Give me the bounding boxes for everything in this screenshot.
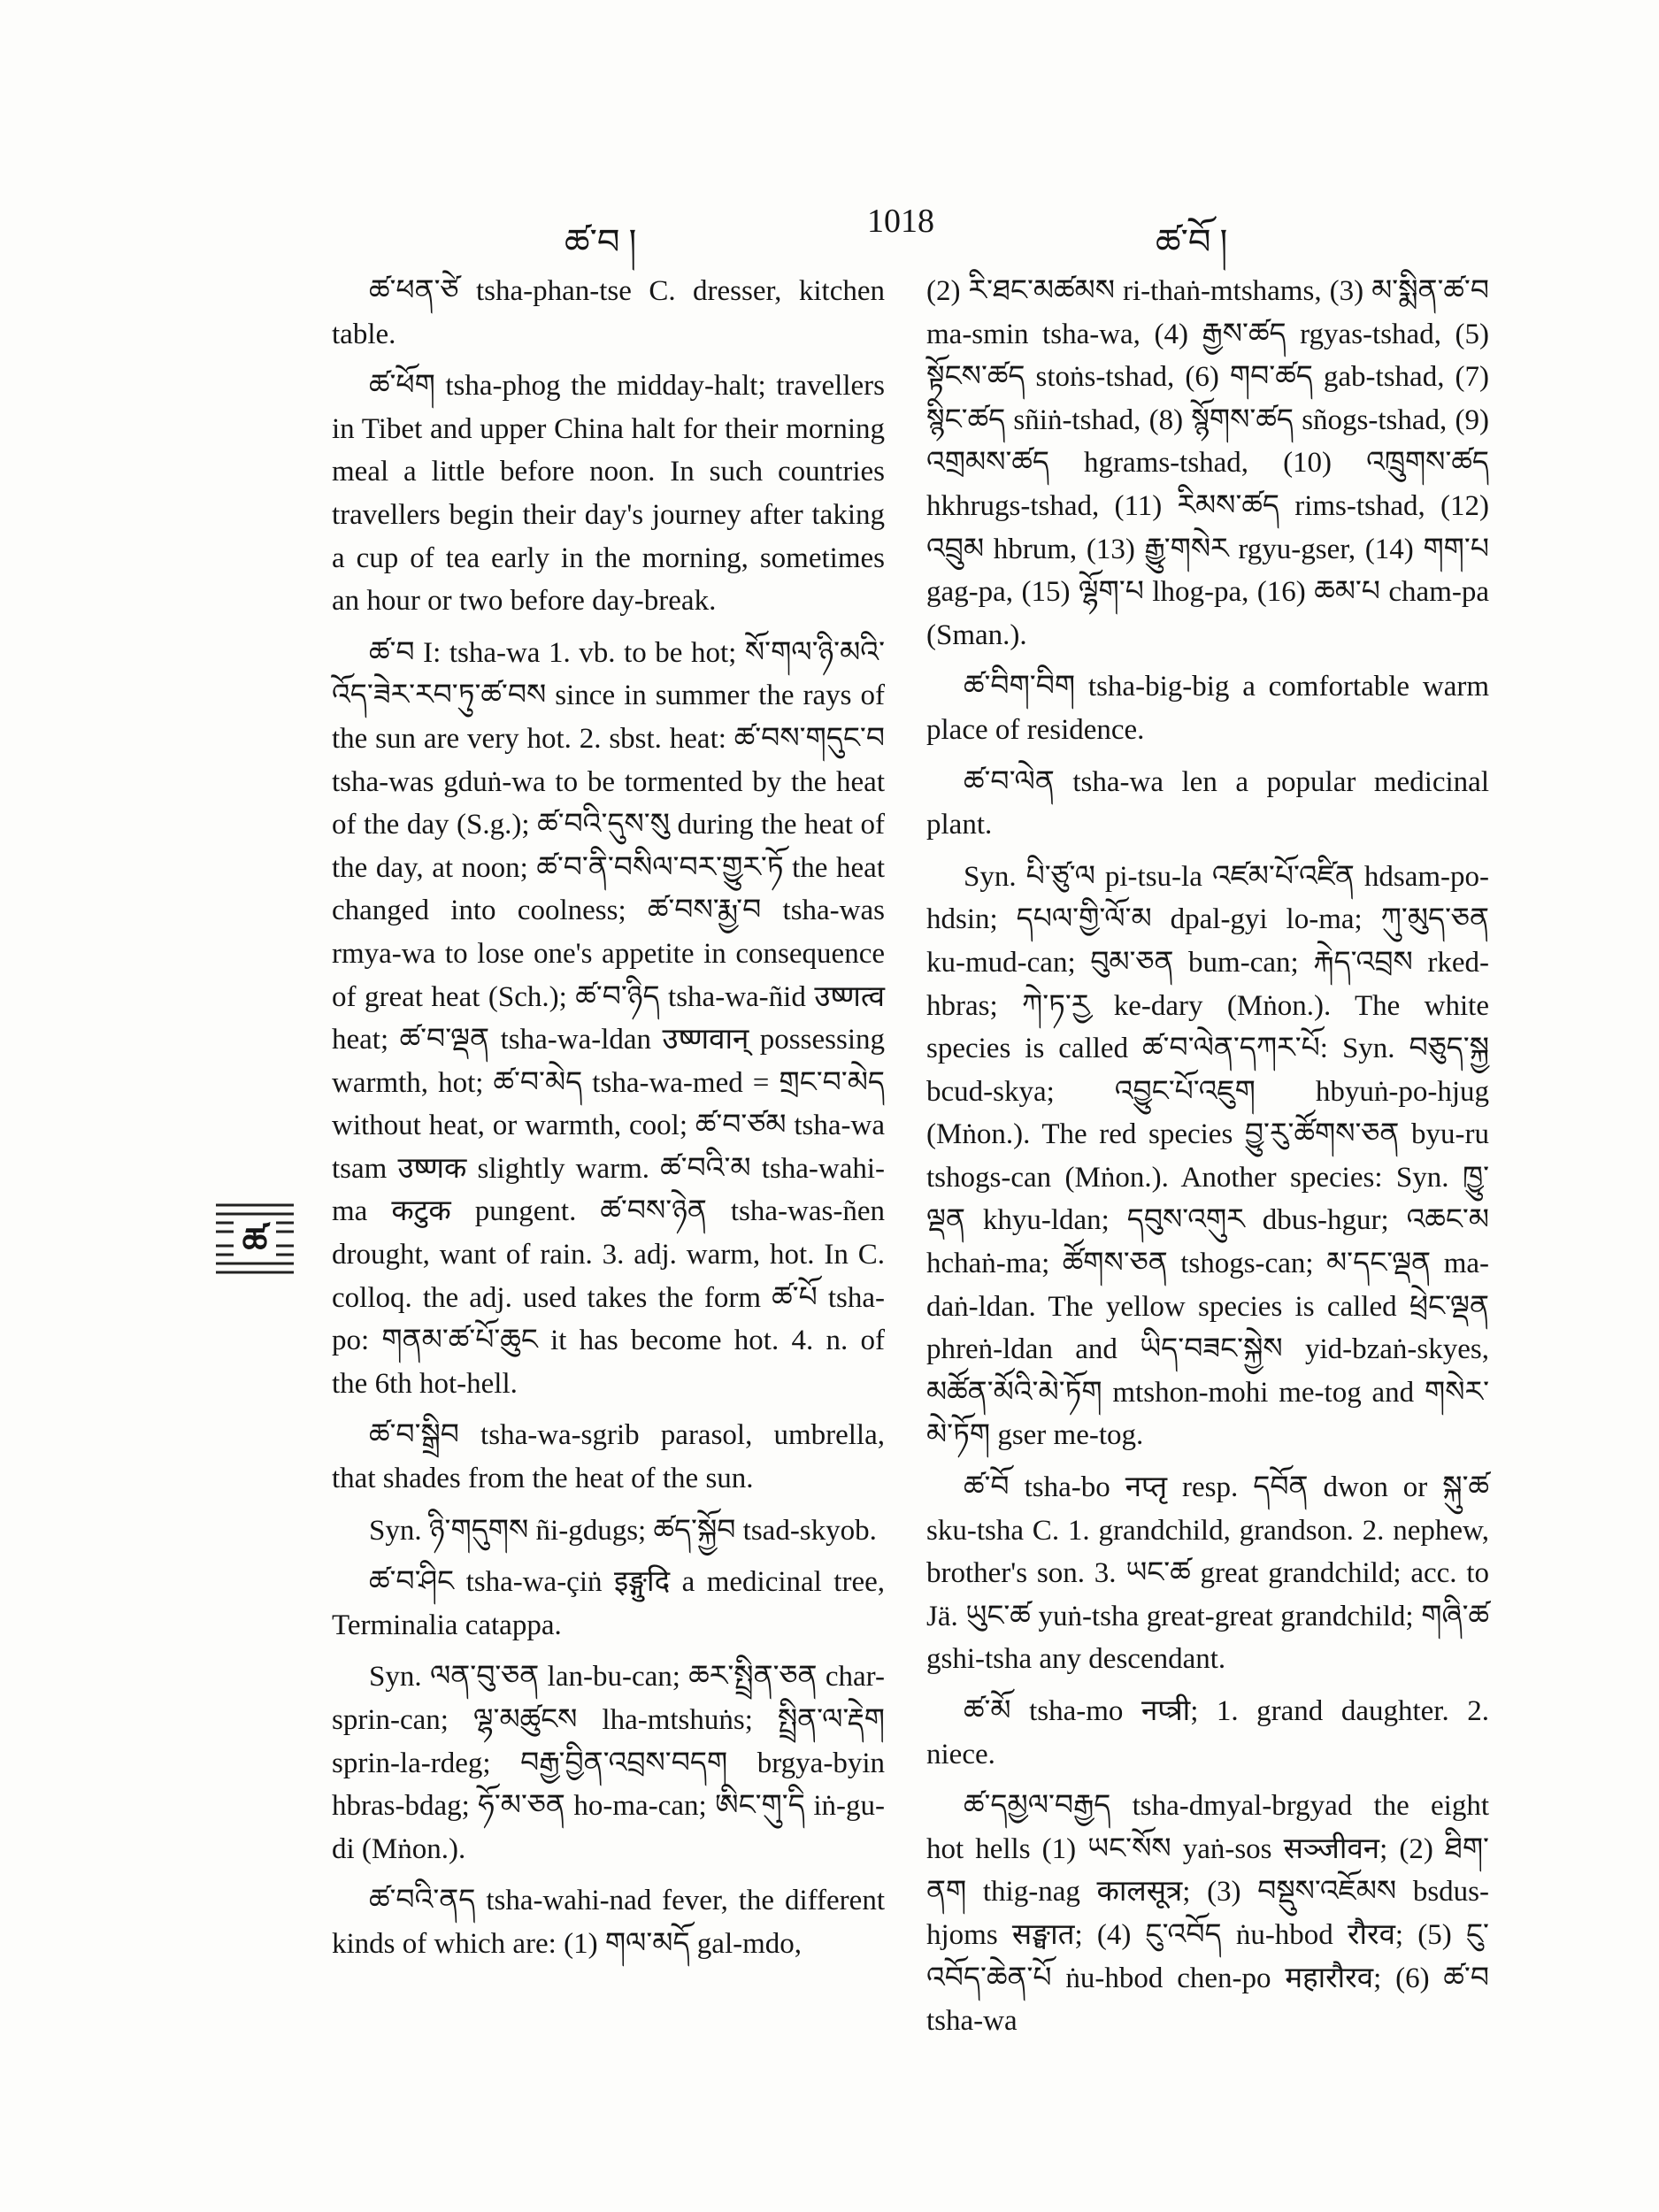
entry-tsha-mo: ཚ་མོ tsha-mo नप्त्री; 1. grand daughter. 2. niece.: [926, 1695, 1489, 1770]
entry-tsha-dmyal-brgyad: ཚ་དམྱལ་བརྒྱད tsha-dmyal-brgyad the eight hot hells (1) ཡང་སོས yaṅ-sos सञ्जीवन; (2) ཐིག་ནག thig-nag कालसूत्र; (3) བསྡུས་འཇོམས bsdus-hjoms सङ्घात; (4) ངུ་འབོད ṅu-hbod रौरव; (5) ངུ་འབོད་ཆེན་པོ ṅu-hbod chen-po महारौरव; (6) ཚ་བ tsha-wa: [926, 1790, 1489, 2038]
entry-tsha-wa-cin: ཚ་བ་ཤིང tsha-wa-çiṅ इङ्गुदि a medicinal tree, Terminalia catappa.: [332, 1566, 885, 1641]
synonyms-tsha-wa-cin: Syn. ལན་བུ་ཅན lan-bu-can; ཆར་སྤྲིན་ཅན char-sprin-can; ལྷ་མཚུངས lha-mtshuṅs; སྤྲིན་ལ་རྡེག sprin-la-rdeg; བརྒྱ་བྱིན་འབྲས་བདག brgya-byin hbras-bdag; ཧོ་མ་ཅན ho-ma-can; ཨིང་གུ་དི iṅ-gu-di (Mṅon.).: [332, 1661, 885, 1865]
left-column: [332, 270, 885, 1975]
entry-tsha-wahi-nad: ཚ་བའི་ནད tsha-wahi-nad fever, the different kinds of which are: (1) གལ་མདོ gal-mdo,: [332, 1885, 885, 1960]
margin-index-mark: [216, 1200, 294, 1278]
right-running-headword: ཚ་བོ །: [1156, 222, 1228, 262]
entry-tsha-wa-len: ཚ་བ་ལེན tsha-wa len a popular medicinal plant.: [926, 765, 1489, 841]
entry-tsha-big-big: ཚ་བིག་བིག tsha-big-big a comfortable warm place of residence.: [926, 671, 1489, 746]
synonyms-tsha-wa-sgrib: Syn. ཉི་གདུགས ñi-gdugs; ཚད་སྐྱོབ tsad-skyob.: [369, 1514, 877, 1547]
synonyms-tsha-wa-len: Syn. པི་ཙུ་ལ pi-tsu-la འཛམ་པོ་འཛིན hdsam-po-hdsin; དཔལ་གྱི་ལོ་མ dpal-gyi lo-ma; ཀུ་མུད་ཅན ku-mud-can; བུམ་ཅན bum-can; རྐེད་འབྲས rked-hbras; ཀེ་ཏ་རྱ ke-dary (Mṅon.). The white species is called ཚ་བ་ལེན་དཀར་པོ: Syn. བཅུད་སྐྱ bcud-skya; འབྱུང་པོ་འཇུག hbyuṅ-po-hjug (Mṅon.). The red species བྱུ་རུ་ཚོགས་ཅན byu-ru tshogs-can (Mṅon.). Another species: Syn. ཁྱུ་ལྡན khyu-ldan; དབུས་འགུར dbus-hgur; འཆང་མ hchaṅ-ma; ཚོགས་ཅན tshogs-can; མ་དང་ལྡན ma-daṅ-ldan. The yellow species is called ཕྲེང་ལྡན phreṅ-ldan and ཡིད་བཟང་སྐྱེས yid-bzaṅ-skyes, མཚོན་མོའི་མེ་ཏོག mtshon-mohi me-tog and གསེར་མེ་ཏོག gser me-tog.: [926, 860, 1489, 1452]
right-column: [926, 270, 1489, 2052]
page-number: 1018: [867, 203, 934, 240]
entry-tsha-wa-sgrib: ཚ་བ་སྒྲིབ tsha-wa-sgrib parasol, umbrella, that shades from the heat of the sun.: [332, 1419, 885, 1495]
left-running-headword: ཚ་བ །: [565, 222, 637, 262]
entry-tsha-phog: ཚ་ཕོག tsha-phog the midday-halt; travellers in Tibet and upper China halt for their morning meal a little before noon. In such countries travellers begin their day's journey after taking a cup of tea early in the morning, sometimes an hour or two before day-break.: [332, 370, 885, 618]
entry-tsha-wahi-nad-continued: (2) རི་ཐང་མཚམས ri-thaṅ-mtshams, (3) མ་སྨིན་ཚ་བ ma-smin tsha-wa, (4) རྒྱས་ཚད rgyas-tshad, (5) སྟོངས་ཚད stoṅs-tshad, (6) གབ་ཚད gab-tshad, (7) སྙིང་ཚད sñiṅ-tshad, (8) སྙོགས་ཚད sñogs-tshad, (9) འགྲམས་ཚད hgrams-tshad, (10) འཁྲུགས་ཚད hkhrugs-tshad, (11) རིམས་ཚད rims-tshad, (12) འབྲུམ hbrum, (13) རྒྱུ་གསེར rgyu-gser, (14) གག་པ gag-pa, (15) ལྷོག་པ lhog-pa, (16) ཆམ་པ cham-pa (Sman.).: [926, 275, 1489, 651]
page-header: [0, 202, 1659, 262]
margin-mark-glyph: ཚ: [242, 1221, 268, 1262]
entry-tsha-phan-tse: ཚ་ཕན་ཙེ tsha-phan-tse C. dresser, kitchen table.: [332, 275, 885, 350]
entry-tsha-bo: ཚ་བོ tsha-bo नप्तृ resp. དབོན dwon or སྐུ་ཚ sku-tsha C. 1. grandchild, grandson. 2. nephew, brother's son. 3. ཡང་ཚ great grandchild; acc. to Jä. ཡུང་ཚ yuṅ-tsha great-great grandchild; གཞི་ཚ gshi-tsha any descendant.: [926, 1471, 1489, 1676]
entry-tsha-wa: ཚ་བ I: tsha-wa 1. vb. to be hot; སོ་གལ་ཉི་མའི་འོད་ཟེར་རབ་ཏུ་ཚ་བས since in summer the rays of the sun are very hot. 2. sbst. heat: ཚ་བས་གདུང་བ tsha-was gduṅ-wa to be tormented by the heat of the day (S.g.); ཚ་བའི་དུས་སུ during the heat of the day, at noon; ཚ་བ་ནི་བསིལ་བར་གྱུར་ཏོ the heat changed into coolness; ཚ་བས་རྨྱ་བ tsha-was rmya-wa to lose one's appetite in consequence of great heat (Sch.); ཚ་བ་ཉིད tsha-wa-ñid उष्णत्व heat; ཚ་བ་ལྡན tsha-wa-ldan उष्णवान् possessing warmth, hot; ཚ་བ་མེད tsha-wa-med = གྲང་བ་མེད without heat, or warmth, cool; ཚ་བ་ཙམ tsha-wa tsam उष्णक slightly warm. ཚ་བའི་མ tsha-wahi-ma कटुक pungent. ཚ་བས་ཉེན tsha-was-ñen drought, want of rain. 3. adj. warm, hot. In C. colloq. the adj. used takes the form ཚ་པོ tsha-po: གནམ་ཚ་པོ་ཆུང it has become hot. 4. n. of the 6th hot-hell.: [332, 636, 885, 1400]
